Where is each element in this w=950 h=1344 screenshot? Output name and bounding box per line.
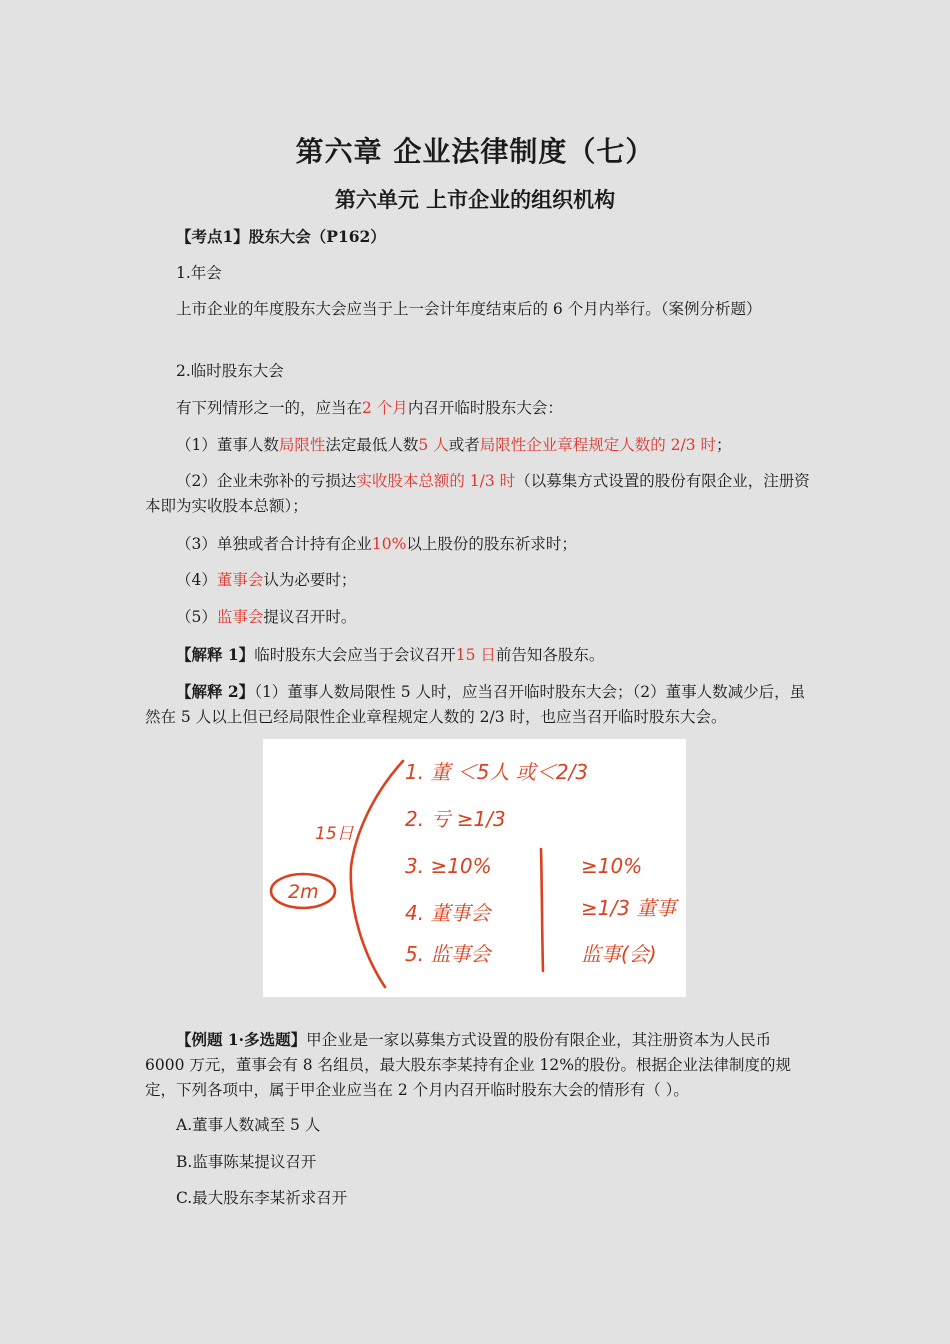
intro-paragraph (145, 396, 810, 421)
item4-text-a: （4） (176, 571, 217, 589)
option-c: C.最大股东李某祈求召开 (176, 1189, 348, 1207)
section-1-text: 上市企业的年度股东大会应当于上一会计年度结束后的 6 个月内举行。（案例分析题） (176, 300, 762, 318)
item2-highlight: 实收股本总额的 1/3 时 (356, 472, 516, 490)
left-row-4: 4. 董事会 (405, 901, 491, 925)
item5-highlight: 监事会 (216, 608, 264, 626)
item5-text-b: 提议召开时。 (263, 608, 357, 626)
item1-text-d: ； (716, 436, 732, 454)
item5-text-a: （5） (176, 608, 217, 626)
key-point-label: 股东大会（P162） (248, 227, 386, 246)
item1-text-a: （1）董事人数 (176, 436, 279, 454)
key-point-heading (145, 224, 810, 250)
condition-item-4 (145, 568, 810, 593)
item3-text-a: （3）单独或者合计持有企业 (176, 535, 372, 553)
condition-item-5 (145, 605, 810, 630)
option-a: A.董事人数减至 5 人 (176, 1116, 321, 1134)
section-2-heading: 2.临时股东大会 (176, 362, 284, 380)
item1-text-c: 或者 (448, 436, 480, 454)
condition-item-1 (145, 433, 810, 458)
intro-highlight: 2 个月 (362, 399, 408, 417)
explanation-2-text: （1）董事人数局限性 5 人时，应当召开临时股东大会；（2）董事人数减少后，虽然在 5 人以上但已经局限性企业章程规定人数的 2/3 时，也应当召开临时股东大会。 (145, 683, 806, 726)
intro-text-b: 内召开临时股东大会： (407, 399, 563, 417)
item3-highlight: 10% (371, 535, 407, 553)
example-text: 甲企业是一家以募集方式设置的股份有限企业，其注册资本为人民币 6000 万元，董事会有 8 名组员，最大股东李某持有企业 12%的股份。根据企业法律制度的规定，下列各项中，属于甲企业应当在 2 个月内召开临时股东大会的情形有（ ）。 (145, 1031, 791, 1099)
intro-text-a: 有下列情形之一的，应当在 (176, 399, 363, 417)
right-row-2: ≥1/3 董事 (581, 896, 677, 920)
key-point-bracket: 【考点1】 (176, 227, 249, 246)
item3-text-b: 以上股份的股东祈求时； (406, 535, 577, 553)
explanation-1-label: 【解释 1】 (176, 645, 255, 664)
condition-item-3 (145, 532, 810, 557)
circle-label: 2m (288, 881, 319, 903)
right-row-3: 监事(会) (581, 942, 657, 966)
item1-text-b: 法定最低人数 (325, 436, 419, 454)
explanation-1-text-a: 临时股东大会应当于会议召开 (254, 646, 456, 664)
item4-text-b: 认为必要时； (263, 571, 357, 589)
example-label: 【例题 1·多选题】 (176, 1030, 307, 1049)
handwritten-sketch-svg (263, 739, 686, 997)
item1-highlight-3: 局限性企业章程规定人数的 2/3 时 (479, 436, 717, 454)
item1-highlight-1: 局限性 (278, 436, 326, 454)
right-row-1: ≥10% (581, 854, 643, 878)
explanation-2-label: 【解释 2】 (176, 682, 255, 701)
divider-line (541, 849, 543, 971)
left-row-3: 3. ≥10% (405, 854, 492, 878)
example-question (145, 1027, 810, 1103)
explanation-1 (145, 642, 810, 668)
option-b: B.监事陈某提议召开 (176, 1153, 317, 1171)
left-row-2: 2. 亏 ≥1/3 (405, 807, 506, 831)
explanation-1-highlight: 15 日 (455, 646, 496, 664)
days-label: 15日 (315, 824, 354, 844)
unit-subtitle: 第六单元 上市企业的组织机构 (334, 187, 616, 212)
left-row-5: 5. 监事会 (405, 942, 491, 966)
handwritten-sketch-image (263, 739, 686, 997)
item1-highlight-2: 5 人 (418, 436, 449, 454)
item2-text-a: （2）企业未弥补的亏损达 (176, 472, 357, 490)
explanation-1-text-b: 前告知各股东。 (495, 646, 605, 664)
section-1-heading: 1.年会 (176, 264, 222, 282)
bracket-curve (351, 761, 403, 987)
explanation-2 (145, 679, 810, 730)
left-row-1: 1. 董 ＜5人 或＜2/3 (405, 760, 589, 784)
item4-highlight: 董事会 (216, 571, 264, 589)
condition-item-2 (145, 469, 810, 519)
chapter-title: 第六章 企业法律制度（七） (295, 135, 655, 168)
item2-text-b: （以募集方式设置的股份有限企业，注册资本即为实收股本总额）； (145, 472, 810, 515)
